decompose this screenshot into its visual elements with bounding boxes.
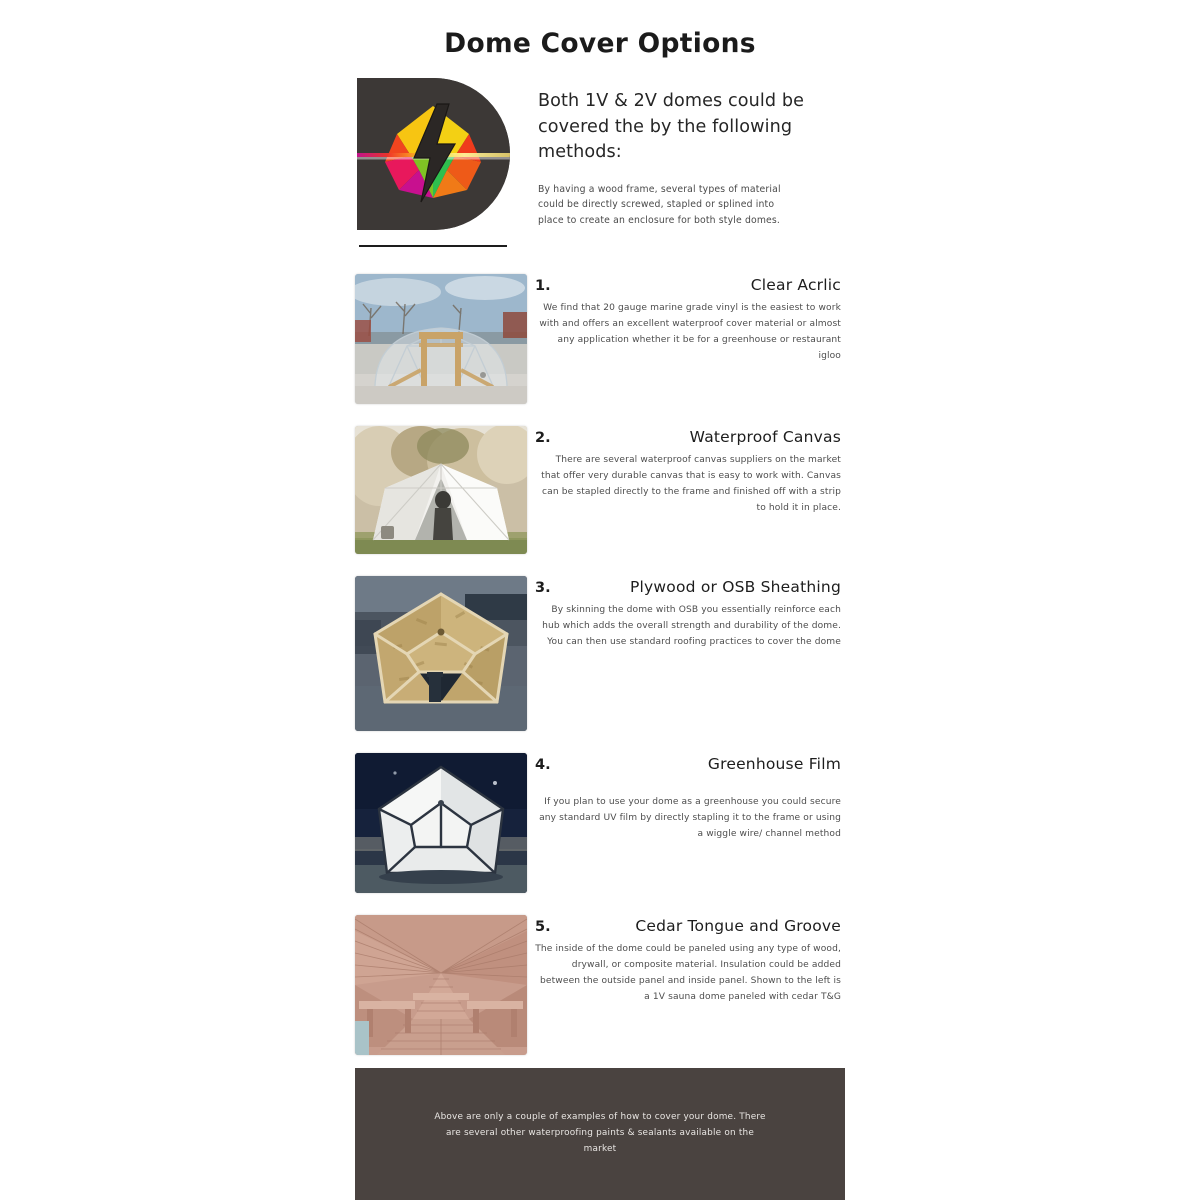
header-block: [355, 78, 845, 247]
option-body: [527, 915, 845, 1006]
footer-text: Above are only a couple of examples of how to cover your dome. There are several other waterproofing paints & sealants available on the market: [434, 1112, 766, 1154]
option-title: Cedar Tongue and Groove: [635, 917, 841, 935]
clear-acrylic-dome-photo: [355, 274, 527, 404]
page-title: Dome Cover Options: [444, 28, 756, 59]
logo-wrap: [357, 78, 512, 247]
option-number: 5.: [535, 919, 551, 935]
option-headline: [535, 276, 845, 294]
option-headline: [535, 755, 845, 773]
option-title: Plywood or OSB Sheathing: [630, 578, 841, 596]
option-description: If you plan to use your dome as a greenhouse you could secure any standard UV film by directly stapling it to the frame or using a wiggle wire/ channel method: [539, 797, 841, 839]
option-body: [527, 753, 845, 843]
logo-divider-rule: [359, 245, 507, 247]
footer-band: [355, 1068, 845, 1200]
option-number: 2.: [535, 430, 551, 446]
option-row: [355, 576, 845, 731]
option-title: Waterproof Canvas: [689, 428, 841, 446]
option-row: [355, 753, 845, 893]
header-text: [512, 78, 845, 247]
cedar-tongue-groove-sauna-photo: [355, 915, 527, 1055]
option-description: The inside of the dome could be paneled using any type of wood, drywall, or composite material. Insulation could be added between the outside panel and inside panel. Shown to the left is a 1V sauna dome paneled with cedar T&G: [535, 944, 841, 1002]
option-number: 3.: [535, 580, 551, 596]
option-title: Clear Acrlic: [750, 276, 841, 294]
dome-logo: [357, 78, 510, 230]
intro-body: By having a wood frame, several types of material could be directly screwed, stapled or splined into place to create an enclosure for both style domes.: [538, 183, 781, 227]
option-headline: [535, 578, 845, 596]
option-body: [527, 576, 845, 651]
option-row: [355, 274, 845, 404]
option-description: By skinning the dome with OSB you essentially reinforce each hub which adds the overall strength and durability of the dome. You can then use standard roofing practices to cover the dome: [542, 605, 841, 647]
waterproof-canvas-dome-photo: [355, 426, 527, 554]
option-headline: [535, 428, 845, 446]
option-row: [355, 426, 845, 554]
option-headline: [535, 917, 845, 935]
option-number: 4.: [535, 757, 551, 773]
option-row: [355, 915, 845, 1055]
options-list: [355, 274, 845, 1055]
option-number: 1.: [535, 278, 551, 294]
option-description: We find that 20 gauge marine grade vinyl is the easiest to work with and offers an excellent waterproof cover material or almost any application whether it be for a greenhouse or restaurant igloo: [539, 303, 841, 361]
osb-sheathing-dome-photo: [355, 576, 527, 731]
dome-logo-graphic: [357, 78, 510, 230]
intro-heading: Both 1V & 2V domes could be covered the by the following methods:: [538, 91, 805, 162]
option-body: [527, 274, 845, 365]
content-column: [355, 0, 845, 1200]
greenhouse-film-dome-photo: [355, 753, 527, 893]
option-description: There are several waterproof canvas suppliers on the market that offer very durable canvas that is easy to work with. Canvas can be stapled directly to the frame and finished off with a strip to hold it in place.: [541, 455, 841, 513]
option-title: Greenhouse Film: [707, 755, 841, 773]
option-body: [527, 426, 845, 517]
